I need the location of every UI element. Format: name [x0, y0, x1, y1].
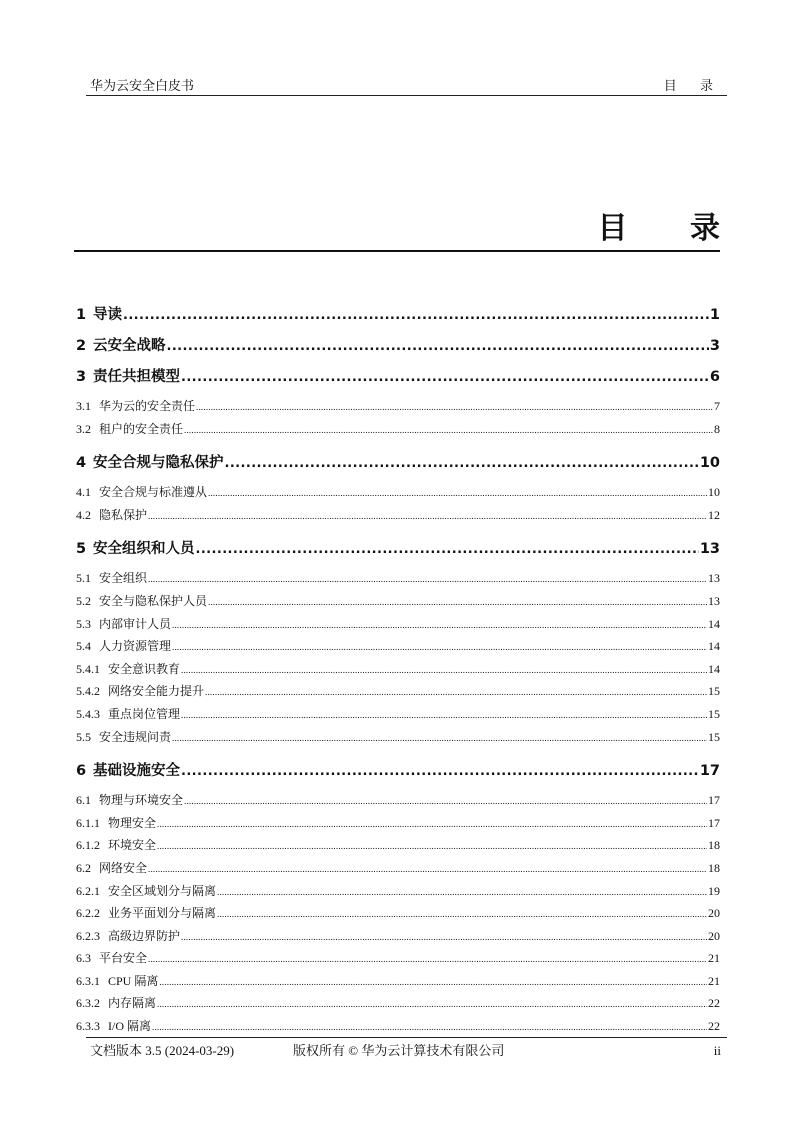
- toc-entry-page: 20: [708, 928, 720, 943]
- toc-entry-page: 15: [708, 729, 720, 744]
- toc-entry-number: 6.2.1: [76, 883, 100, 898]
- toc-dot-leader: [157, 993, 707, 1015]
- toc-entry[interactable]: [76, 789, 720, 812]
- toc-dot-leader: [157, 835, 707, 857]
- toc-entry-number: 6.2.3: [76, 928, 100, 943]
- toc-entry-page: 12: [708, 507, 720, 522]
- toc-dot-leader: [172, 636, 707, 658]
- toc-entry-title: 平台安全: [99, 951, 148, 966]
- toc-entry-page: 18: [708, 838, 720, 853]
- toc-entry[interactable]: [76, 635, 720, 658]
- toc-entry-page: 17: [708, 815, 720, 830]
- toc-dot-leader: [205, 681, 707, 703]
- toc-entry[interactable]: [76, 450, 720, 481]
- toc-entry[interactable]: [76, 333, 720, 364]
- header-doc-name: 华为云安全白皮书: [90, 78, 195, 93]
- toc-entry-number: 5.1: [76, 571, 91, 586]
- toc-entry-page: 7: [714, 399, 720, 413]
- footer-page-number: ii: [713, 1043, 721, 1058]
- toc-entry-number: 5.3: [76, 616, 91, 631]
- toc-entry-title: 内存隔离: [108, 996, 157, 1011]
- toc-dot-leader: [184, 790, 707, 812]
- toc-entry-page: 18: [708, 860, 720, 875]
- toc-dot-leader: [225, 451, 699, 477]
- toc-entry-page: 22: [708, 1019, 720, 1034]
- toc-entry-number: 5.4.3: [76, 706, 100, 721]
- toc-entry-number: 5.2: [76, 593, 91, 608]
- toc-entry-page: 19: [708, 883, 720, 898]
- toc-dot-leader: [159, 971, 707, 993]
- toc-dot-leader: [167, 334, 709, 360]
- toc-entry-number: 5.4.2: [76, 684, 100, 699]
- page-title: [74, 210, 746, 252]
- toc-entry-number: 6.3.1: [76, 973, 100, 988]
- toc-entry-page: 6: [709, 369, 720, 385]
- toc-dot-leader: [148, 568, 707, 590]
- toc-entry-title: 导读: [93, 307, 122, 323]
- toc-dot-leader: [184, 419, 713, 441]
- toc-entry-page: 1: [709, 307, 720, 323]
- toc-entry-page: 14: [708, 639, 720, 654]
- toc-entry[interactable]: [76, 703, 720, 726]
- toc-entry-title: 安全合规与隐私保护: [93, 455, 224, 472]
- toc-entry[interactable]: [76, 590, 720, 613]
- toc-entry-page: 13: [708, 593, 720, 608]
- toc-entry[interactable]: [76, 536, 720, 567]
- toc-entry-page: 13: [699, 541, 720, 558]
- toc-entry[interactable]: [76, 726, 720, 749]
- toc-entry[interactable]: [76, 880, 720, 903]
- toc-entry-title: 安全区域划分与隔离: [108, 883, 217, 898]
- toc-entry-title: 云安全战略: [93, 338, 166, 354]
- toc-entry-title: 安全组织: [99, 571, 148, 586]
- toc-entry-title: 安全违规问责: [99, 729, 172, 744]
- toc-dot-leader: [148, 505, 707, 527]
- toc-entry-title: CPU 隔离: [108, 973, 159, 988]
- toc-entry-title: 环境安全: [108, 838, 157, 853]
- toc-entry[interactable]: [76, 758, 720, 789]
- toc-entry[interactable]: [76, 302, 720, 333]
- toc-entry-number: 6.2: [76, 860, 91, 875]
- toc-entry-title: 重点岗位管理: [108, 706, 181, 721]
- toc-entry[interactable]: [76, 418, 720, 441]
- toc-dot-leader: [217, 903, 707, 925]
- toc-dot-leader: [148, 858, 707, 880]
- toc-entry-number: 6: [76, 763, 87, 780]
- toc-entry-number: 5.4: [76, 639, 91, 654]
- toc-entry-number: 6.1.1: [76, 815, 100, 830]
- toc-dot-leader: [148, 948, 707, 970]
- toc-entry[interactable]: [76, 857, 720, 880]
- toc-entry-title: 租户的安全责任: [99, 421, 184, 436]
- toc-entry-page: 15: [708, 684, 720, 699]
- toc-entry-title: 高级边界防护: [108, 928, 181, 943]
- toc-entry-page: 17: [699, 763, 720, 780]
- toc-entry-page: 14: [708, 616, 720, 631]
- toc-entry-number: 6.1: [76, 793, 91, 808]
- toc-entry-number: 6.3: [76, 951, 91, 966]
- toc-entry-number: 6.2.2: [76, 906, 100, 921]
- toc-dot-leader: [172, 614, 707, 636]
- footer-copyright: 版权所有 © 华为云计算技术有限公司: [293, 1043, 505, 1058]
- toc-entry-number: 2: [76, 338, 87, 354]
- page-header: [86, 78, 727, 96]
- toc-entry[interactable]: [76, 567, 720, 590]
- toc-dot-leader: [181, 704, 707, 726]
- toc-dot-leader: [181, 926, 707, 948]
- toc-dot-leader: [208, 591, 707, 613]
- footer-version: 文档版本 3.5 (2024-03-29): [90, 1043, 235, 1058]
- toc-entry-page: 21: [708, 951, 720, 966]
- toc-entry-page: 3: [709, 338, 720, 354]
- toc-entry-number: 5.4.1: [76, 661, 100, 676]
- toc-dot-leader: [196, 537, 699, 563]
- toc-dot-leader: [217, 881, 707, 903]
- toc-entry-title: 安全意识教育: [108, 661, 181, 676]
- toc-entry-title: 责任共担模型: [93, 369, 180, 385]
- toc-entry-number: 6.3.3: [76, 1019, 100, 1034]
- toc-entry-title: 物理安全: [108, 815, 157, 830]
- toc-dot-leader: [172, 727, 707, 749]
- toc-entry[interactable]: [76, 992, 720, 1015]
- toc-dot-leader: [123, 303, 709, 329]
- toc-entry-title: 安全与隐私保护人员: [99, 593, 208, 608]
- toc-entry-title: 隐私保护: [99, 507, 148, 522]
- toc-dot-leader: [152, 1016, 707, 1038]
- toc-entry-number: 5: [76, 541, 87, 558]
- toc-entry-title: 基础设施安全: [93, 763, 180, 780]
- toc-entry[interactable]: [76, 812, 720, 835]
- toc-entry[interactable]: [76, 970, 720, 993]
- toc-entry[interactable]: [76, 395, 720, 418]
- toc-entry-title: 华为云的安全责任: [99, 399, 196, 413]
- toc-entry-title: 网络安全能力提升: [108, 684, 205, 699]
- toc-entry-page: 22: [708, 996, 720, 1011]
- toc-entry-page: 17: [708, 793, 720, 808]
- toc-entry[interactable]: [76, 1015, 720, 1038]
- toc-entry-title: 业务平面划分与隔离: [108, 906, 217, 921]
- toc-entry-page: 21: [708, 973, 720, 988]
- toc-entry-title: 内部审计人员: [99, 616, 172, 631]
- toc-entry-number: 4.1: [76, 485, 91, 500]
- toc-entry-title: 安全组织和人员: [93, 541, 195, 558]
- toc-entry-page: 20: [708, 906, 720, 921]
- toc-dot-leader: [181, 365, 709, 391]
- toc-entry-number: 3.1: [76, 399, 91, 413]
- toc-entry-number: 5.5: [76, 729, 91, 744]
- toc-entry[interactable]: [76, 658, 720, 681]
- toc-entry[interactable]: [76, 680, 720, 703]
- header-section: 目 录: [663, 78, 723, 93]
- toc-entry-page: 8: [714, 421, 720, 436]
- toc-entry-title: 物理与环境安全: [99, 793, 184, 808]
- toc-entry[interactable]: [76, 364, 720, 395]
- toc-entry-number: 3: [76, 369, 87, 385]
- toc-entry-page: 10: [708, 485, 720, 500]
- toc-entry-number: 1: [76, 307, 87, 323]
- toc-entry-title: 人力资源管理: [99, 639, 172, 654]
- toc-entry-number: 6.1.2: [76, 838, 100, 853]
- toc-dot-leader: [181, 659, 707, 681]
- toc-entry[interactable]: [76, 504, 720, 527]
- toc-entry[interactable]: [76, 481, 720, 504]
- toc-entry-page: 15: [708, 706, 720, 721]
- toc-dot-leader: [181, 759, 699, 785]
- toc-entry-title: 网络安全: [99, 860, 148, 875]
- toc-entry-number: 6.3.2: [76, 996, 100, 1011]
- toc-entry-page: 10: [699, 455, 720, 472]
- toc-entry-number: 3.2: [76, 421, 91, 436]
- toc-entry[interactable]: [76, 613, 720, 636]
- toc-entry[interactable]: [76, 902, 720, 925]
- page-footer: [86, 1037, 727, 1060]
- toc-entry-number: 4: [76, 455, 87, 472]
- toc-entry[interactable]: [76, 947, 720, 970]
- toc-entry-title: I/O 隔离: [108, 1019, 151, 1034]
- toc-entry[interactable]: [76, 925, 720, 948]
- toc-entry-page: 14: [708, 661, 720, 676]
- page-title-text: 目 录: [597, 211, 746, 246]
- toc-dot-leader: [157, 813, 707, 835]
- toc-entry-number: 4.2: [76, 507, 91, 522]
- table-of-contents: [76, 302, 720, 1038]
- toc-entry-page: 13: [708, 571, 720, 586]
- toc-dot-leader: [196, 396, 713, 418]
- toc-entry-title: 安全合规与标准遵从: [99, 485, 208, 500]
- toc-entry[interactable]: [76, 834, 720, 857]
- toc-dot-leader: [208, 482, 707, 504]
